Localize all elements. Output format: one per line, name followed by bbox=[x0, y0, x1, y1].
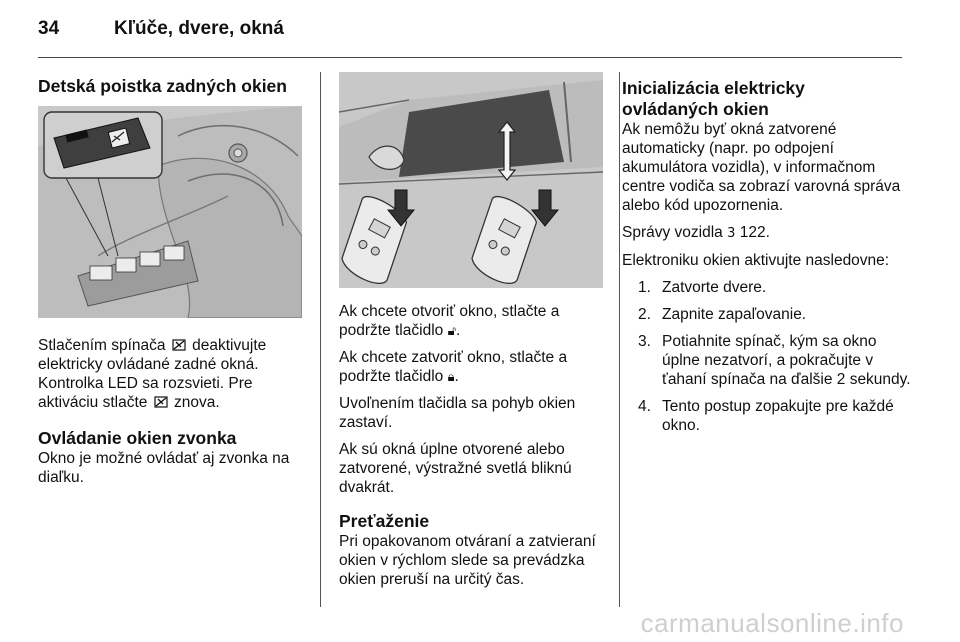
child-lock-window-icon bbox=[172, 339, 186, 351]
vehicle-messages-paragraph: Správy vozidla 3 122. bbox=[622, 224, 770, 241]
section-heading-overload: Preťaženie bbox=[339, 511, 430, 531]
section-heading-child-lock: Detská poistka zadných okien bbox=[38, 76, 287, 96]
door-panel-illustration bbox=[38, 106, 302, 318]
remote-key-illustration bbox=[339, 72, 603, 288]
steps-list bbox=[622, 278, 912, 435]
overload-paragraph: Pri opakovanom otváraní a zatvieraní okien v rýchlom slede sa prevádzka okien preruší na určitý čas. bbox=[339, 533, 596, 588]
section-heading-remote: Ovládanie okien zvonka bbox=[38, 428, 237, 448]
close-window-paragraph: Ak chcete zatvoriť okno, stlačte a podržte tlačidlo 🔒︎. bbox=[339, 349, 568, 385]
open-window-paragraph: Ak chcete otvoriť okno, stlačte a podržte tlačidlo 🔓︎. bbox=[339, 303, 560, 339]
watermark: carmanualsonline.info bbox=[640, 608, 904, 638]
page-title: Kľúče, dvere, okná bbox=[114, 18, 284, 39]
lock-icon: 🔒︎ bbox=[447, 369, 455, 384]
column-divider-1 bbox=[320, 72, 321, 607]
section-heading-initialization: Inicializácia elektricky ovládaných okien bbox=[622, 78, 805, 119]
list-item: 4. Tento postup zopakujte pre každé okno. bbox=[638, 398, 894, 434]
hazard-paragraph: Ak sú okná úplne otvorené alebo zatvorené, výstražné svetlá bliknú dvakrát. bbox=[339, 441, 572, 496]
activate-paragraph: Elektroniku okien aktivujte nasledovne: bbox=[622, 252, 890, 269]
child-lock-paragraph: Stlačením spínača deaktivujte elektricky ovládané zadné okná. Kontrolka LED sa rozsvieti. Pre aktiváciu stlačte znova. bbox=[38, 337, 267, 411]
remote-paragraph: Okno je možné ovládať aj zvonka na diaľku. bbox=[38, 450, 290, 486]
page-reference-arrow-icon: 3 bbox=[727, 226, 736, 241]
list-item: 1. Zatvorte dvere. bbox=[638, 279, 767, 296]
header-rule bbox=[38, 57, 902, 58]
list-item: 2. Zapnite zapaľovanie. bbox=[638, 306, 807, 323]
column-1 bbox=[38, 76, 308, 495]
list-item: 3. Potiahnite spínač, kým sa okno úplne nezatvorí, a pokračujte v ťahaní spínača na ďalšie 2 sekundy. bbox=[638, 333, 911, 388]
column-divider-2 bbox=[619, 72, 620, 607]
page-number: 34 bbox=[38, 18, 60, 39]
release-paragraph: Uvoľnením tlačidla sa pohyb okien zastaví. bbox=[339, 395, 576, 431]
column-3 bbox=[622, 78, 912, 443]
column-2 bbox=[339, 72, 609, 597]
init-paragraph: Ak nemôžu byť okná zatvorené automaticky (napr. po odpojení akumulátora vozidla), v informačnom centre vodiča sa zobrazí varovná správa alebo kód upozornenia. bbox=[622, 121, 901, 214]
child-lock-window-icon bbox=[154, 396, 168, 408]
figure-door-switch-panel bbox=[38, 106, 302, 318]
figure-remote-key bbox=[339, 72, 603, 288]
unlock-icon: 🔓︎ bbox=[447, 323, 457, 338]
